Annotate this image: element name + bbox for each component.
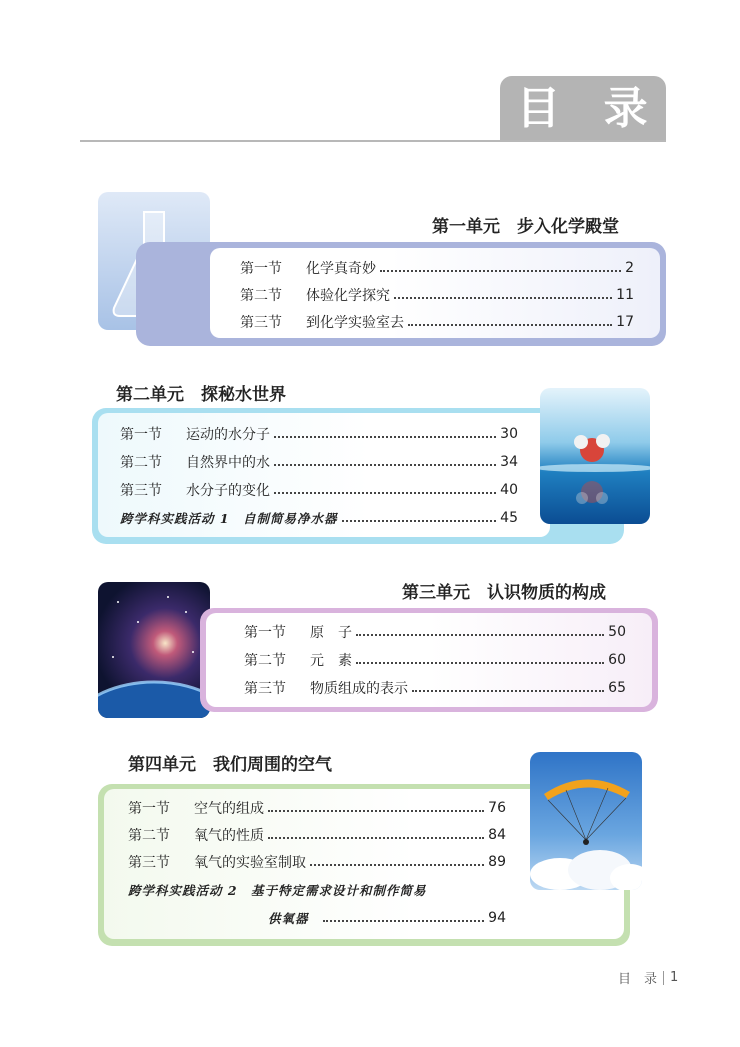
list-item[interactable]: 第一节 运动的水分子 30 [120, 426, 518, 443]
list-item[interactable]: 第三节 到化学实验室去 17 [240, 314, 634, 331]
unit-title: 第一单元 步入化学殿堂 [432, 217, 619, 237]
page-footer [618, 968, 678, 987]
activity-item-line1[interactable]: 跨学科实践活动 2 基于特定需求设计和制作简易 [128, 883, 427, 898]
activity-item[interactable]: 跨学科实践活动 1 自制简易净水器 45 [120, 510, 518, 526]
footer-divider [663, 971, 664, 985]
unit-title: 第四单元 我们周围的空气 [128, 755, 332, 775]
list-item[interactable]: 第一节 化学真奇妙 2 [240, 260, 634, 277]
list-item[interactable]: 第三节 水分子的变化 40 [120, 482, 518, 499]
page-number: 1 [670, 970, 679, 985]
list-item[interactable]: 第二节 自然界中的水 34 [120, 454, 518, 471]
list-item[interactable]: 第三节 物质组成的表示 65 [244, 680, 626, 697]
page-title: 目 录 [500, 76, 666, 142]
footer-label: 目 录 [618, 972, 658, 987]
list-item[interactable]: 第二节 体验化学探究 11 [240, 287, 634, 304]
galaxy-earth-icon [98, 582, 210, 718]
title-divider [80, 140, 666, 142]
paraglider-icon [530, 752, 642, 890]
water-molecule-icon [540, 388, 650, 524]
list-item[interactable]: 第二节 氧气的性质 84 [128, 827, 506, 844]
list-item[interactable]: 第一节 原 子 50 [244, 624, 626, 641]
list-item[interactable]: 第三节 氧气的实验室制取 89 [128, 854, 506, 871]
activity-item-line2[interactable]: 供氧器 94 [268, 910, 506, 926]
list-item[interactable]: 第一节 空气的组成 76 [128, 800, 506, 817]
unit-title: 第二单元 探秘水世界 [116, 385, 286, 405]
list-item[interactable]: 第二节 元 素 60 [244, 652, 626, 669]
unit-title: 第三单元 认识物质的构成 [402, 583, 606, 603]
